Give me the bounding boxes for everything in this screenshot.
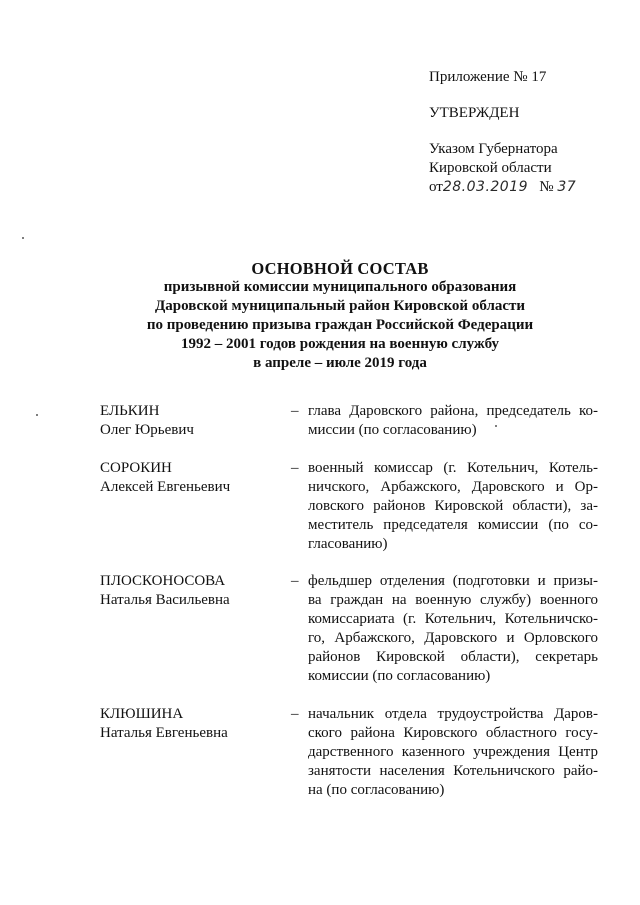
role-line: фельдшер отделения (подготовки и призы-: [308, 573, 598, 589]
member-role: [308, 459, 598, 554]
member-role: [308, 572, 598, 686]
date-prefix: от: [429, 179, 443, 195]
approved-label: УТВЕРЖДЕН: [429, 105, 520, 121]
role-line: дарственного казенного учреждения Центр: [308, 744, 598, 760]
member-given-names: Наталья Васильевна: [100, 592, 230, 608]
member-given-names: Наталья Евгеньевна: [100, 725, 228, 741]
role-line: занятости населения Котельничского райо-: [308, 763, 598, 779]
member-dash: –: [291, 573, 299, 589]
number-prefix: №: [539, 179, 554, 195]
title-main: ОСНОВНОЙ СОСТАВ: [251, 259, 429, 278]
scan-speck: [495, 425, 497, 427]
member-surname: КЛЮШИНА: [100, 706, 184, 722]
role-line: ва граждан на военную службу) военного: [308, 592, 598, 608]
role-line: ловского районов Кировской области), за-: [308, 498, 598, 514]
member-surname: СОРОКИН: [100, 460, 172, 476]
handwritten-date: 28.03.2019: [442, 179, 529, 195]
decree-line-1: Указом Губернатора: [429, 141, 558, 157]
role-line: комиссии (по согласованию): [308, 668, 491, 684]
member-dash: –: [291, 403, 299, 419]
role-line: ничского, Арбажского, Даровского и Ор-: [308, 479, 598, 495]
role-line: военный комиссар (г. Котельнич, Котель-: [308, 460, 598, 476]
role-line: на (по согласованию): [308, 782, 445, 798]
member-dash: –: [291, 706, 299, 722]
decree-date-line: [429, 178, 576, 197]
member-name: [100, 705, 290, 743]
title-line: по проведению призыва граждан Российской Федерации: [146, 317, 534, 333]
member-dash: –: [291, 460, 299, 476]
scan-speck: [22, 237, 24, 239]
member-name: [100, 572, 290, 610]
member-role: [308, 705, 598, 800]
member-given-names: Алексей Евгеньевич: [100, 479, 231, 495]
role-line: го, Арбажского, Даровского и Орловского: [308, 630, 598, 646]
member-name: [100, 402, 290, 440]
title-line: призывной комиссии муниципального образования: [163, 279, 517, 295]
title-line: Даровской муниципальный район Кировской области: [154, 298, 526, 314]
role-line: районов Кировской области), секретарь: [308, 649, 598, 665]
member-surname: ПЛОСКОНОСОВА: [100, 573, 226, 589]
member-name: [100, 459, 290, 497]
title-line: в апреле – июле 2019 года: [253, 355, 427, 371]
handwritten-number: 37: [557, 179, 577, 195]
role-line: глава Даровского района, председатель ко-: [308, 403, 598, 419]
approval-block: [429, 68, 576, 197]
role-line: меститель председателя комиссии (по со-: [308, 517, 598, 533]
role-line: гласованию): [308, 536, 388, 552]
role-line: миссии (по согласованию): [308, 422, 477, 438]
role-line: ского района Кировского областного госу-: [308, 725, 598, 741]
member-role: [308, 402, 598, 440]
member-surname: ЕЛЬКИН: [100, 403, 160, 419]
title-line: 1992 – 2001 годов рождения на военную службу: [180, 336, 500, 352]
role-line: начальник отдела трудоустройства Даров-: [308, 706, 598, 722]
role-line: комиссариата (г. Котельнич, Котельничско-: [308, 611, 598, 627]
document-title: [100, 259, 580, 373]
member-given-names: Олег Юрьевич: [100, 422, 194, 438]
appendix-label: Приложение № 17: [429, 69, 547, 85]
scan-speck: [36, 414, 38, 416]
decree-line-2: Кировской области: [429, 160, 552, 176]
